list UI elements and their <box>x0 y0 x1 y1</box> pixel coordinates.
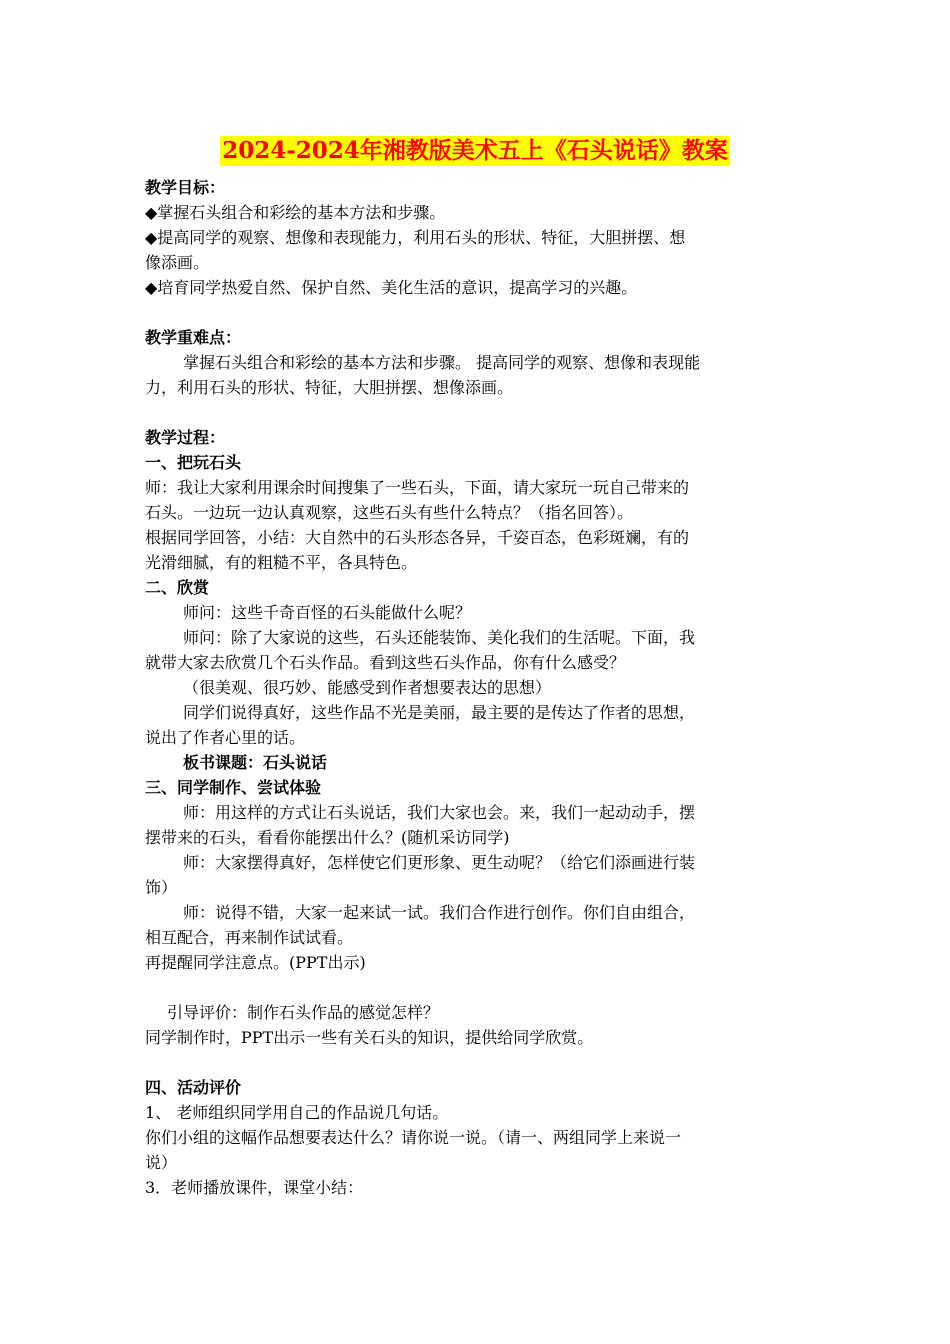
paragraph-line: 根据同学回答，小结：大自然中的石头形态各异，千姿百态，色彩斑斓，有的 <box>145 528 690 547</box>
paragraph-line: 再提醒同学注意点。(PPT出示) <box>145 953 366 972</box>
heading-process: 教学过程： <box>145 428 226 447</box>
paragraph-line: 同学们说得真好，这些作品不光是美丽，最主要的是传达了作者的思想， <box>183 703 696 722</box>
objective-line: 像添画。 <box>145 253 210 272</box>
paragraph-line: 相互配合，再来制作试试看。 <box>145 928 354 947</box>
blank-line <box>145 400 805 425</box>
title-container <box>0 136 950 166</box>
document-body <box>145 175 805 1200</box>
paragraph-line: 师问：这些千奇百怪的石头能做什么呢？ <box>183 603 472 622</box>
document-title: 2024-2024年湘教版美术五上《石头说话》教案 <box>222 137 728 164</box>
paragraph-line: 说） <box>145 1153 178 1172</box>
heading-key-points: 教学重难点： <box>145 328 242 347</box>
paragraph-line: 师：用这样的方式让石头说话，我们大家也会。来，我们一起动动手，摆 <box>183 803 696 822</box>
objective-line: ◆掌握石头组合和彩绘的基本方法和步骤。 <box>145 203 446 222</box>
paragraph-line: 1、 老师组织同学用自己的作品说几句话。 <box>145 1103 449 1122</box>
paragraph-line: 就带大家去欣赏几个石头作品。看到这些石头作品，你有什么感受？ <box>145 653 626 672</box>
paragraph-line: 石头。一边玩一边认真观察，这些石头有些什么特点？（指名回答）。 <box>145 503 634 522</box>
section-heading-3: 三、同学制作、尝试体验 <box>145 778 322 797</box>
blank-line <box>145 300 805 325</box>
paragraph-line: 师：大家摆得真好，怎样使它们更形象、更生动呢？（给它们添画进行装 <box>183 853 696 872</box>
paragraph-line: 光滑细腻，有的粗糙不平，各具特色。 <box>145 553 418 572</box>
paragraph-line: 饰） <box>145 878 178 897</box>
paragraph-line: 3．老师播放课件，课堂小结： <box>145 1178 364 1197</box>
paragraph-line: 同学制作时，PPT出示一些有关石头的知识，提供给同学欣赏。 <box>145 1028 594 1047</box>
paragraph-line: 掌握石头组合和彩绘的基本方法和步骤。 提高同学的观察、想像和表现能 <box>183 353 701 372</box>
objective-line: ◆提高同学的观察、想像和表现能力，利用石头的形状、特征，大胆拼摆、想 <box>145 228 686 247</box>
paragraph-line: （很美观、很巧妙、能感受到作者想要表达的思想） <box>183 678 552 697</box>
section-heading-4: 四、活动评价 <box>145 1078 242 1097</box>
paragraph-line: 引导评价：制作石头作品的感觉怎样？ <box>167 1003 440 1022</box>
heading-objectives: 教学目标： <box>145 178 226 197</box>
section-heading-1: 一、把玩石头 <box>145 453 242 472</box>
paragraph-line: 说出了作者心里的话。 <box>145 728 306 747</box>
blank-line <box>145 1050 805 1075</box>
objective-line: ◆培育同学热爱自然、保护自然、美化生活的意识，提高学习的兴趣。 <box>145 278 638 297</box>
paragraph-line: 师：说得不错，大家一起来试一试。我们合作进行创作。你们自由组合， <box>183 903 696 922</box>
paragraph-line: 摆带来的石头，看看你能摆出什么？(随机采访同学) <box>145 828 510 847</box>
paragraph-line: 力，利用石头的形状、特征，大胆拼摆、想像添画。 <box>145 378 514 397</box>
paragraph-line: 师问：除了大家说的这些，石头还能装饰、美化我们的生活呢。下面，我 <box>183 628 696 647</box>
board-topic: 板书课题：石头说话 <box>183 753 328 772</box>
paragraph-line: 师：我让大家利用课余时间搜集了一些石头，下面，请大家玩一玩自己带来的 <box>145 478 690 497</box>
blank-line <box>145 975 805 1000</box>
section-heading-2: 二、欣赏 <box>145 578 210 597</box>
paragraph-line: 你们小组的这幅作品想要表达什么？请你说一说。（请一、两组同学上来说一 <box>145 1128 682 1147</box>
